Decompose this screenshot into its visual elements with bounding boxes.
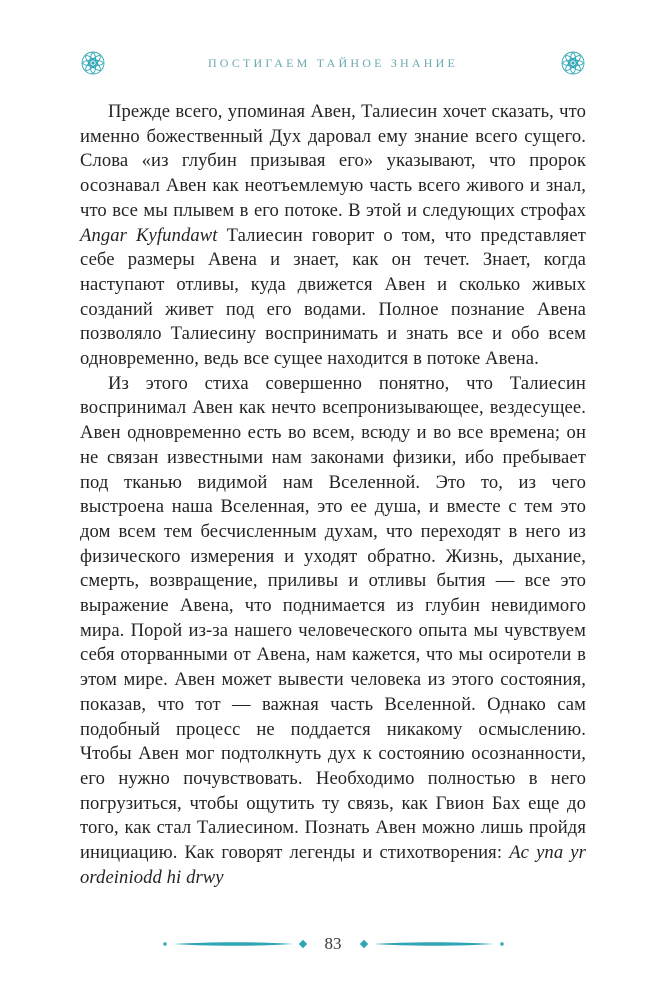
text-run: Прежде всего, упоминая Авен, Талиесин хочет сказать, что именно божественный Дух даровал ему знание всего сущего. Слова «из глубин призывая его» указывают, что пророк осознавал Авен как неотъемлемую часть всего живого и знал, что все мы плывем в его потоке. В этой и следующих строфах <box>80 101 586 221</box>
page-number: 83 <box>324 934 342 953</box>
paragraph <box>80 372 586 891</box>
rosette-mandala-icon <box>560 50 586 76</box>
text-run: Из этого стиха совершенно понятно, что Талиесин воспринимал Авен как нечто всепронизывающее, вездесущее. Авен одновременно есть во всем, всюду и во все времена; он не связан известными нам законами физики, ибо пребывает под тканью видимой нам Вселенной. Это то, из чего выстроена наша Вселенная, это ее душа, и вместе с тем это дом всем тем бесчисленным духам, что переходят в него из физического измерения и уходят обратно. Жизнь, дыхание, смерть, возвращение, приливы и отливы бытия — все это выражение Авена, что поднимается из глубин невидимого мира. Порой из-за нашего человеческого опыта мы чувствуем себя оторванными от Авена, нам кажется, что мы осиротели в этом мире. Авен может вывести человека из этого состояния, показав, что тот — важная часть Вселенной. Однако сам подобный процесс не поддается никакому осмыслению. Чтобы Авен мог подтолкнуть дух к состоянию осознанности, его нужно почувствовать. Необходимо полностью в него погрузиться, чтобы ощутить ту связь, как Гвион Бах еще до того, как стал Талиесином. Познать Авен можно лишь пройдя инициацию. Как говорят легенды и стихотворения: <box>80 372 586 864</box>
paragraph <box>80 100 586 372</box>
italic-phrase: Angar Kyfundawt <box>80 224 218 246</box>
running-head <box>80 50 586 76</box>
flourish-divider-icon <box>356 938 506 950</box>
body-text <box>80 100 586 891</box>
running-head-title: ПОСТИГАЕМ ТАЙНОЕ ЗНАНИЕ <box>207 55 459 70</box>
text-run: Талиесин говорит о том, что представляет себе размеры Авена и знает, как он течет. Знает, когда наступают отливы, куда движется Авен и сколько живых созданий живет под его водами. Полное познание Авена позволяло Талиесину воспринимать и знать все и обо всем одновременно, ведь все сущее находится в потоке Авена. <box>80 224 586 370</box>
rosette-mandala-icon <box>80 50 106 76</box>
page-footer <box>0 935 666 952</box>
flourish-divider-icon <box>161 938 311 950</box>
italic-phrase: Ac yna yr ordeiniodd hi drwy <box>80 842 586 888</box>
